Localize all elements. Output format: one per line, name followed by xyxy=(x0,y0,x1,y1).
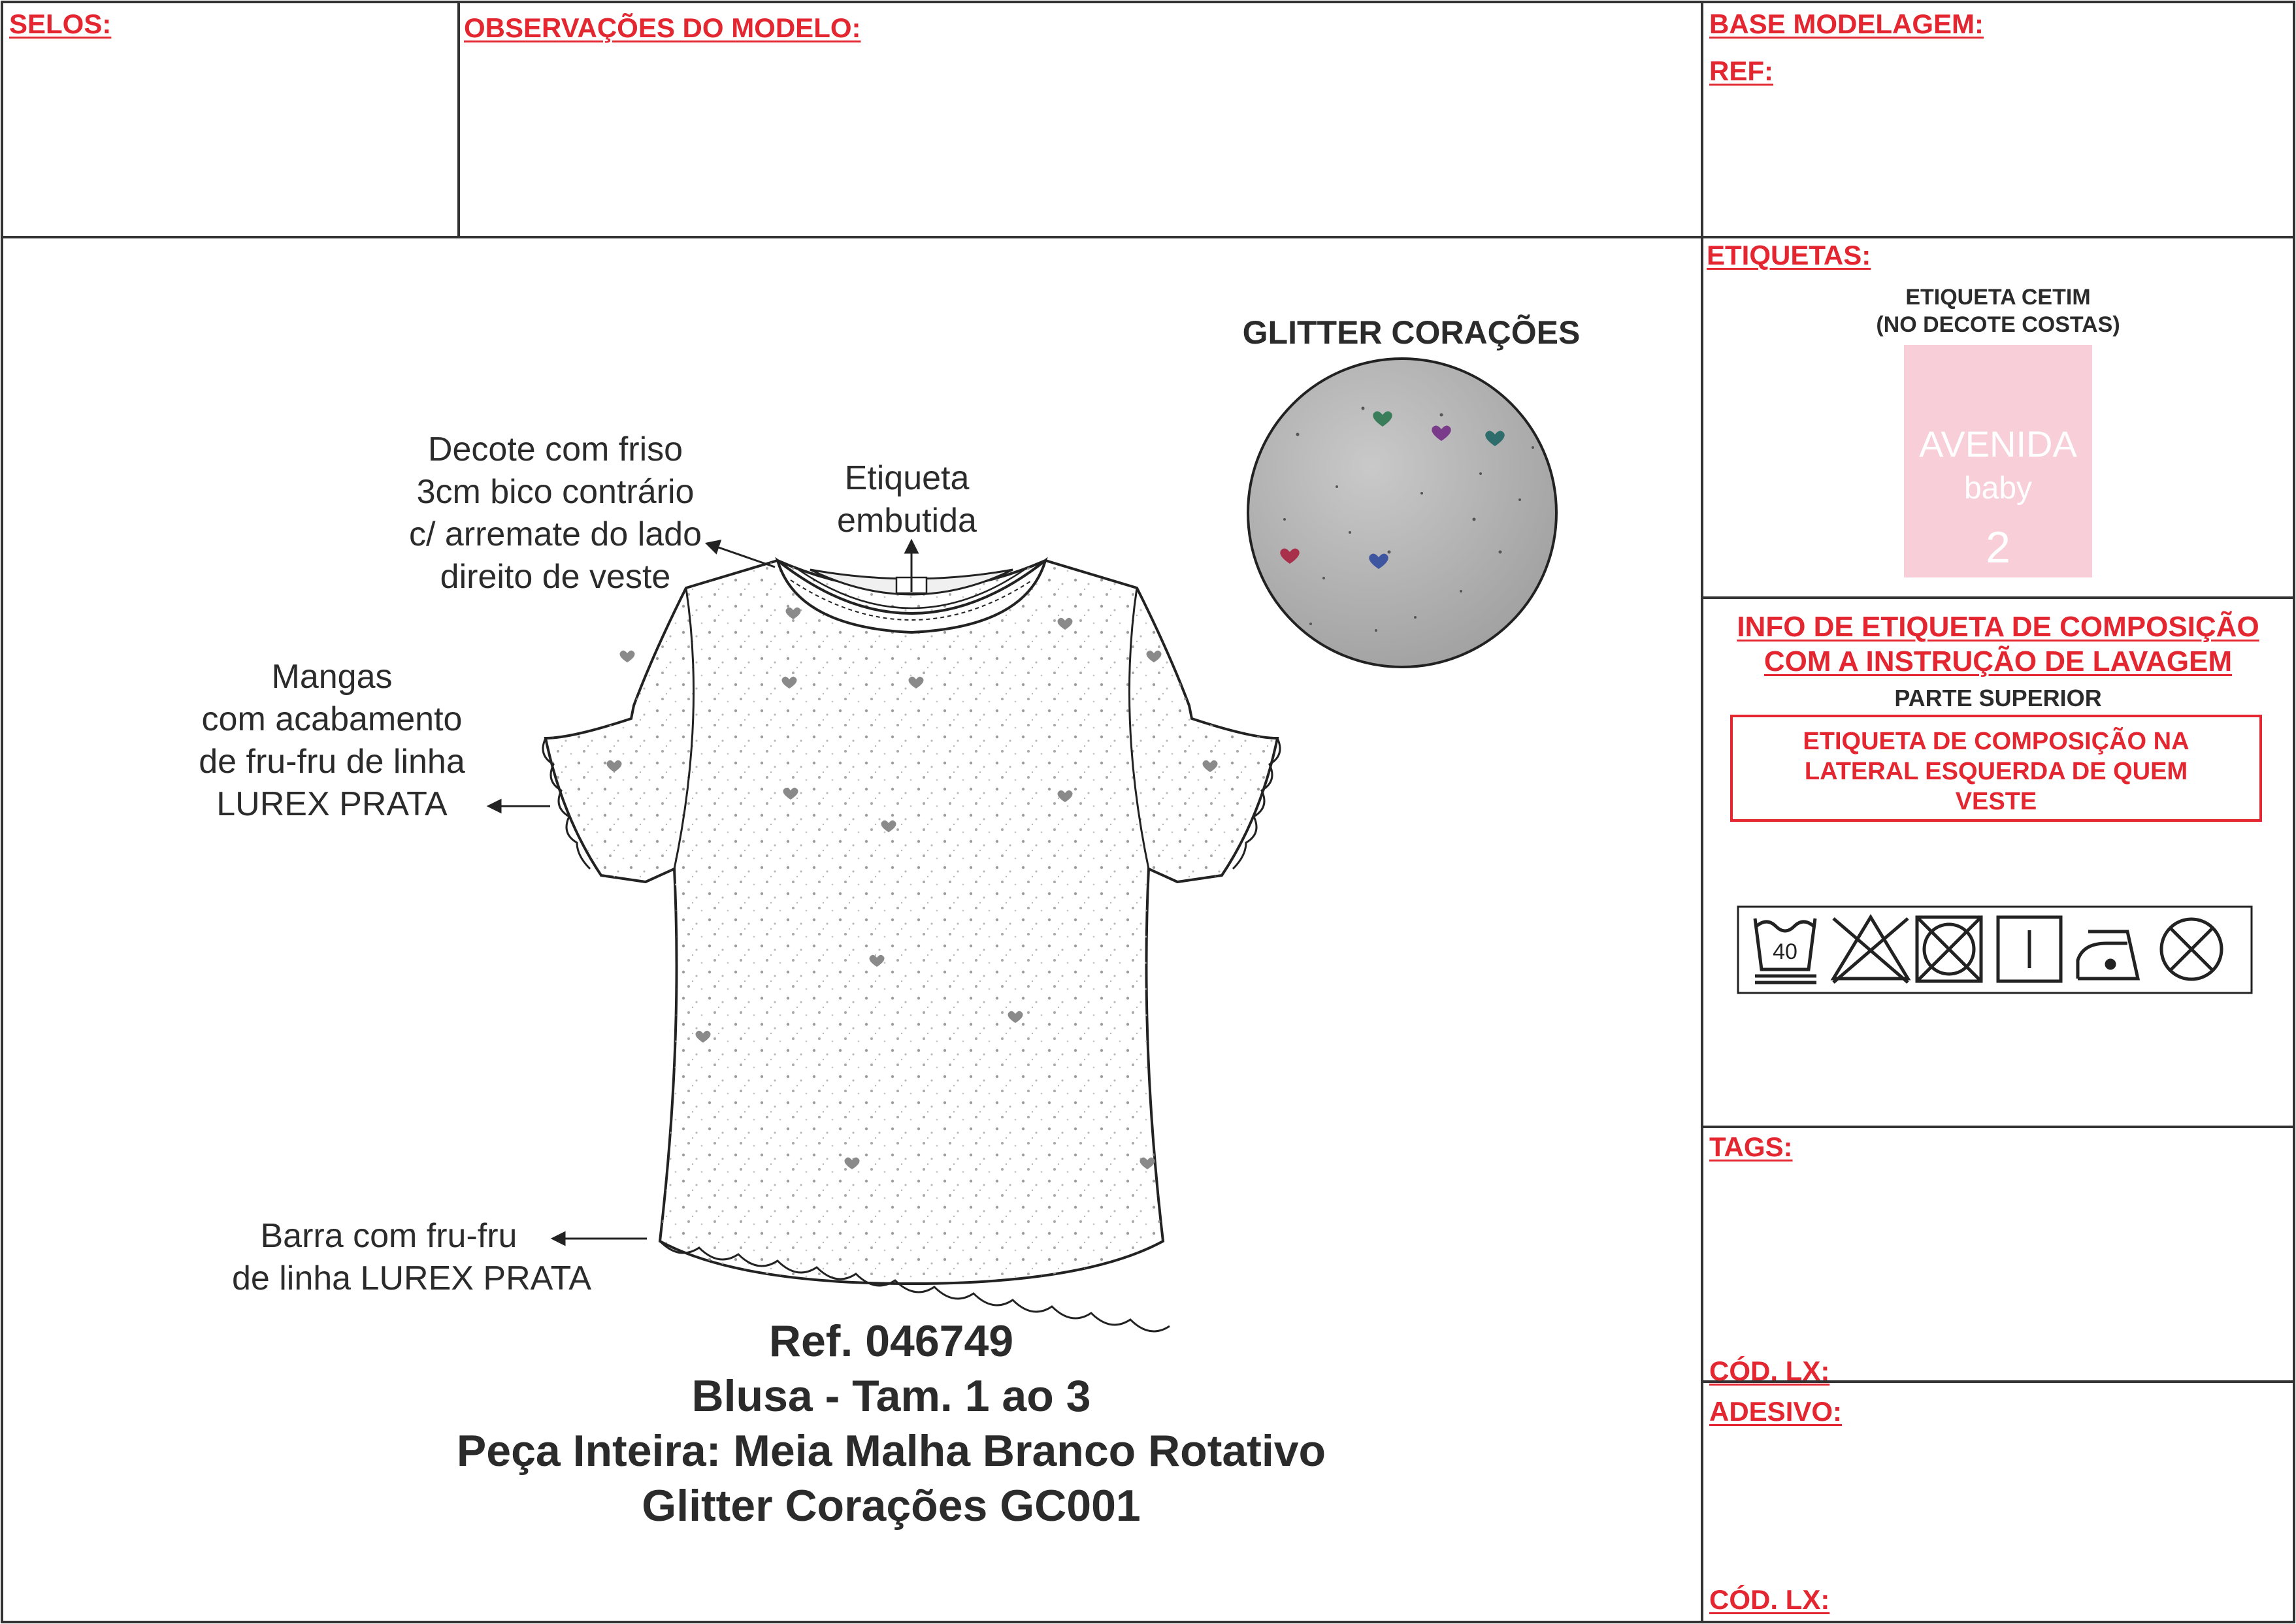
composition-title-line1: INFO DE ETIQUETA DE COMPOSIÇÃO xyxy=(1737,611,2259,643)
tags-header: TAGS: xyxy=(1709,1131,1793,1162)
composition-box-line1: ETIQUETA DE COMPOSIÇÃO NA xyxy=(1803,728,2189,755)
brand-sub: baby xyxy=(1963,471,2033,506)
wash-temp: 40 xyxy=(1773,939,1797,964)
hem-note-2: de linha LUREX PRATA xyxy=(231,1259,592,1297)
label-note-2: embutida xyxy=(837,502,977,540)
composition-part: PARTE SUPERIOR xyxy=(1894,685,2102,711)
cod-lx-header-1: CÓD. LX: xyxy=(1709,1356,1830,1386)
neck-note-4: direito de veste xyxy=(440,558,671,596)
swatch-title: GLITTER CORAÇÕES xyxy=(1242,314,1581,351)
cod-lx-header-2: CÓD. LX: xyxy=(1709,1584,1830,1615)
adesivo-header: ADESIVO: xyxy=(1709,1396,1843,1427)
hem-note-1: Barra com fru-fru xyxy=(260,1217,517,1255)
observacoes-header: OBSERVAÇÕES DO MODELO: xyxy=(464,12,861,43)
selos-header: SELOS: xyxy=(9,8,112,39)
neck-note-3: c/ arremate do lado xyxy=(408,515,702,553)
sleeve-note-2: com acabamento xyxy=(201,700,463,738)
neck-note-2: 3cm bico contrário xyxy=(416,473,695,511)
base-modelagem-header: BASE MODELAGEM: xyxy=(1709,8,1984,39)
etiquetas-header: ETIQUETAS: xyxy=(1707,240,1871,270)
composition-box-line2: LATERAL ESQUERDA DE QUEM xyxy=(1804,758,2188,785)
composition-title-line2: COM A INSTRUÇÃO DE LAVAGEM xyxy=(1763,645,2233,677)
label-title-line2: (NO DECOTE COSTAS) xyxy=(1876,312,2120,337)
brand-name: AVENIDA xyxy=(1919,423,2077,464)
label-note-1: Etiqueta xyxy=(844,459,970,497)
product-print: Glitter Corações GC001 xyxy=(642,1481,1141,1531)
composition-box-line3: VESTE xyxy=(1955,788,2037,815)
neck-note-1: Decote com friso xyxy=(427,430,683,468)
product-fabric: Peça Inteira: Meia Malha Branco Rotativo xyxy=(456,1426,1326,1476)
sleeve-note-1: Mangas xyxy=(271,658,393,696)
product-name: Blusa - Tam. 1 ao 3 xyxy=(691,1371,1091,1421)
sleeve-note-3: de fru-fru de linha xyxy=(199,743,465,781)
ref-header: REF: xyxy=(1709,56,1773,86)
brand-size: 2 xyxy=(1986,523,2010,572)
product-ref: Ref. 046749 xyxy=(768,1316,1014,1366)
label-title-line1: ETIQUETA CETIM xyxy=(1905,285,2091,310)
sleeve-note-4: LUREX PRATA xyxy=(216,785,448,823)
